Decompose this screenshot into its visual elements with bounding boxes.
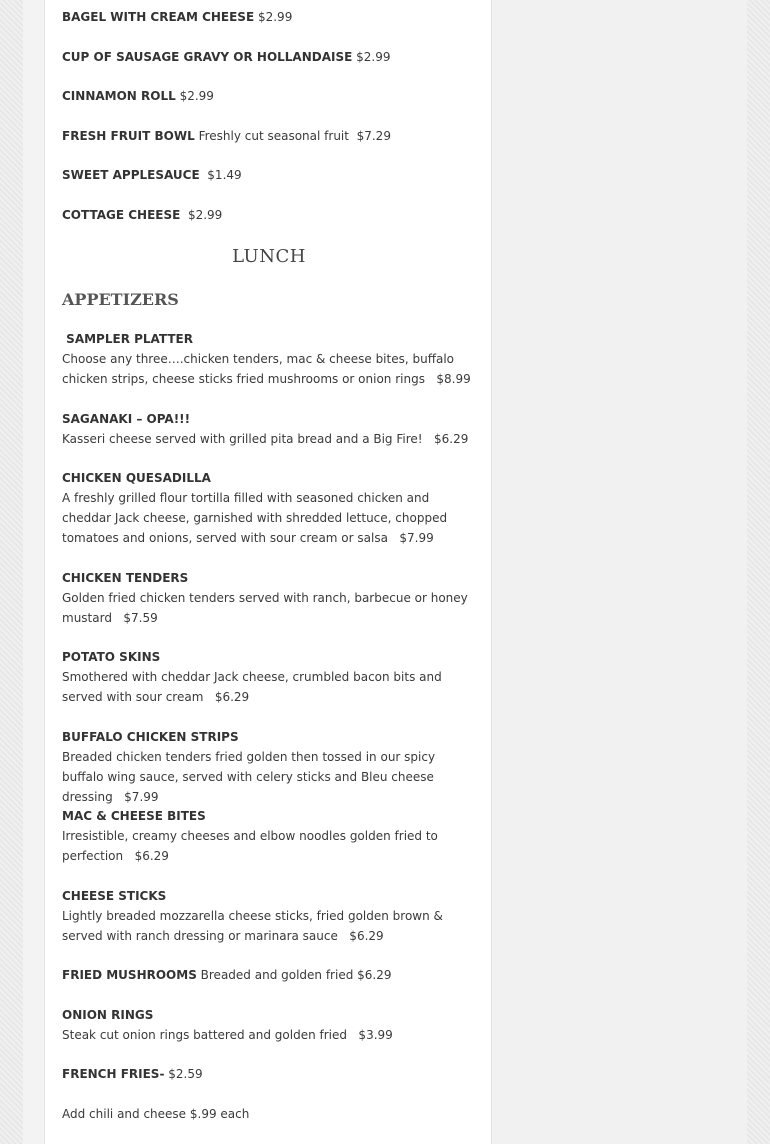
menu-item-sampler-platter <box>62 329 476 389</box>
menu-item-chicken-quesadilla <box>62 468 476 548</box>
item-name: BAGEL WITH CREAM CHEESE <box>62 10 255 24</box>
add-chili-cheese-note: Add chili and cheese $.99 each <box>62 1107 250 1121</box>
item-description: Lightly breaded mozzarella cheese sticks, fried golden brown & served with ranch dressing or marinara sauce $6.29 <box>62 909 447 943</box>
menu-item-cottage-cheese <box>62 205 476 225</box>
menu-item-bagel <box>62 7 476 27</box>
item-price: $2.99 <box>175 89 214 103</box>
item-price: $2.99 <box>180 208 223 222</box>
item-name: MAC & CHEESE BITES <box>62 809 206 823</box>
menu-item-fried-mushrooms <box>62 965 476 985</box>
item-name: CUP OF SAUSAGE GRAVY OR HOLLANDAISE <box>62 50 353 64</box>
item-name: CINNAMON ROLL <box>62 89 176 103</box>
item-name: BUFFALO CHICKEN STRIPS <box>62 730 239 744</box>
subsection-heading-appetizers: APPETIZERS <box>62 290 179 309</box>
item-description: Kasseri cheese served with grilled pita bread and a Big Fire! $6.29 <box>62 432 469 446</box>
item-name: CHICKEN QUESADILLA <box>62 471 211 485</box>
item-name: FRIED MUSHROOMS <box>62 968 197 982</box>
menu-item-saganaki <box>62 409 476 449</box>
menu-item-french-fries <box>62 1064 476 1084</box>
menu-item-buffalo-chicken-strips <box>62 727 476 807</box>
item-description: Choose any three….chicken tenders, mac & cheese bites, buffalo chicken strips, cheese sticks fried mushrooms or onion rings $8.99 <box>62 352 471 386</box>
item-description: A freshly grilled flour tortilla filled with seasoned chicken and cheddar Jack cheese, garnished with shredded lettuce, chopped tomatoes and onions, served with sour cream or salsa $7.99 <box>62 491 451 545</box>
menu-item-cheese-sticks <box>62 886 476 946</box>
menu-item-sausage-gravy <box>62 47 476 67</box>
item-price: $2.59 <box>164 1067 203 1081</box>
item-description: Breaded and golden fried $6.29 <box>196 968 392 982</box>
item-price: $2.99 <box>254 10 293 24</box>
item-name: POTATO SKINS <box>62 650 161 664</box>
item-name: FRENCH FRIES- <box>62 1067 165 1081</box>
item-name: FRESH FRUIT BOWL <box>62 129 195 143</box>
menu-item-applesauce <box>62 165 476 185</box>
menu-content <box>44 0 492 1144</box>
item-price: $1.49 <box>199 168 242 182</box>
item-name: SWEET APPLESAUCE <box>62 168 200 182</box>
item-description: Steak cut onion rings battered and golden fried $3.99 <box>62 1028 393 1042</box>
item-name: COTTAGE CHEESE <box>62 208 181 222</box>
item-name: ONION RINGS <box>62 1008 154 1022</box>
item-description: Golden fried chicken tenders served with ranch, barbecue or honey mustard $7.59 <box>62 591 472 625</box>
menu-item-potato-skins <box>62 647 476 707</box>
item-name: SAGANAKI – OPA!!! <box>62 412 191 426</box>
menu-item-fruit-bowl <box>62 126 476 146</box>
menu-item-cinnamon-roll <box>62 86 476 106</box>
item-price: $2.99 <box>352 50 391 64</box>
item-name: CHICKEN TENDERS <box>62 571 189 585</box>
menu-item-chicken-tenders <box>62 568 476 628</box>
menu-item-mac-cheese-bites <box>62 806 476 866</box>
section-heading-lunch: LUNCH <box>232 246 306 267</box>
item-name: SAMPLER PLATTER <box>62 332 193 346</box>
item-name: CHEESE STICKS <box>62 889 167 903</box>
menu-item-onion-rings <box>62 1005 476 1045</box>
item-description: Smothered with cheddar Jack cheese, crumbled bacon bits and served with sour cream $6.29 <box>62 670 446 704</box>
item-description: Breaded chicken tenders fried golden then tossed in our spicy buffalo wing sauce, served with celery sticks and Bleu cheese dressing $7.99 <box>62 750 439 804</box>
item-description: Irresistible, creamy cheeses and elbow noodles golden fried to perfection $6.29 <box>62 829 442 863</box>
sidebar <box>492 0 747 1144</box>
item-description: Freshly cut seasonal fruit $7.29 <box>194 129 391 143</box>
